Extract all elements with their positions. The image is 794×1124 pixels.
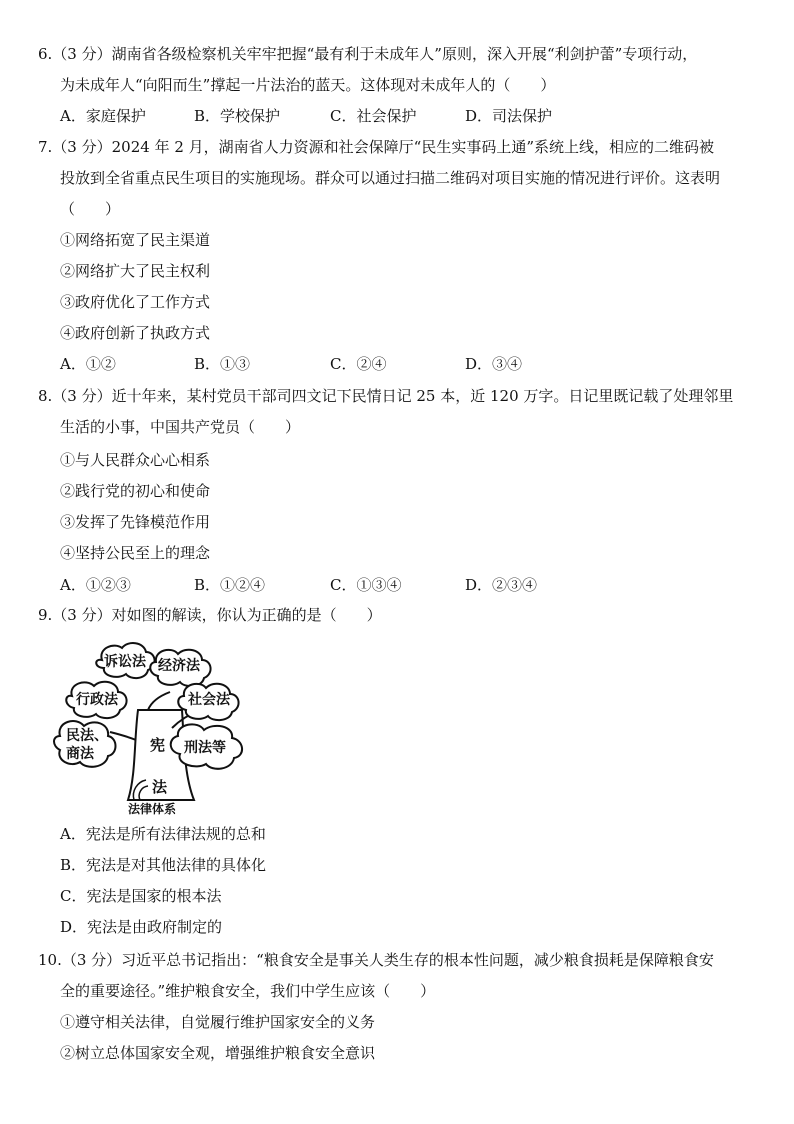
legal-system-tree-diagram: [52, 640, 262, 816]
cloud-label-economic-law: 经济法: [158, 658, 200, 674]
cloud-label-administrative-law: 行政法: [76, 692, 118, 708]
cloud-label-civil-law: 民法、: [66, 728, 108, 744]
cloud-label-litigation-law: 诉讼法: [104, 654, 146, 670]
q9-option-b[interactable]: B．宪法是对其他法律的具体化: [60, 856, 267, 874]
q6-option-b[interactable]: B．学校保护: [194, 107, 281, 125]
q8-option-b[interactable]: B．①②④: [194, 576, 266, 594]
q6-option-a[interactable]: A．家庭保护: [60, 107, 146, 125]
q7-stem-line-3: （ ）: [60, 200, 121, 218]
trunk-label-fa: 法: [152, 778, 168, 796]
q7-stem-line-2: 投放到全省重点民生项目的实施现场。群众可以通过扫描二维码对项目实施的情况进行评价。这表明: [60, 169, 721, 187]
q7-option-b[interactable]: B．①③: [194, 355, 251, 373]
q6-stem-line-2: 为未成年人“向阳而生”撑起一片法治的蓝天。这体现对未成年人的（ ）: [60, 76, 556, 94]
q7-option-c[interactable]: C．②④: [330, 355, 387, 373]
q8-option-c[interactable]: C．①③④: [330, 576, 402, 594]
q8-statement-4: ④坚持公民至上的理念: [60, 544, 211, 562]
q7-statement-1: ①网络拓宽了民主渠道: [60, 231, 211, 249]
q6-option-c[interactable]: C．社会保护: [330, 107, 417, 125]
q9-option-d[interactable]: D．宪法是由政府制定的: [60, 918, 223, 936]
q8-statement-1: ①与人民群众心心相系: [60, 451, 211, 469]
q7-statement-2: ②网络扩大了民主权利: [60, 262, 211, 280]
q10-statement-2: ②树立总体国家安全观，增强维护粮食安全意识: [60, 1044, 376, 1062]
q6-option-d[interactable]: D．司法保护: [465, 107, 553, 125]
q9-option-c[interactable]: C．宪法是国家的根本法: [60, 887, 222, 905]
q7-option-a[interactable]: A．①②: [60, 355, 116, 373]
q10-statement-1: ①遵守相关法律，自觉履行维护国家安全的义务: [60, 1013, 376, 1031]
trunk-label-xian: 宪: [150, 736, 166, 754]
q7-statement-4: ④政府创新了执政方式: [60, 324, 211, 342]
q9-stem-line-1: 9.（3 分）对如图的解读，你认为正确的是（ ）: [38, 606, 382, 624]
q6-stem-line-1: 6.（3 分）湖南省各级检察机关牢牢把握“最有利于未成年人”原则，深入开展“利剑护蕾”专项行动，: [38, 45, 698, 63]
q8-stem-line-2: 生活的小事，中国共产党员（ ）: [60, 418, 301, 436]
cloud-label-criminal-law: 刑法等: [184, 740, 226, 756]
q7-statement-3: ③政府优化了工作方式: [60, 293, 211, 311]
q8-option-d[interactable]: D．②③④: [465, 576, 538, 594]
q8-statement-2: ②践行党的初心和使命: [60, 482, 211, 500]
q7-option-d[interactable]: D．③④: [465, 355, 523, 373]
cloud-label-commercial-law: 商法: [66, 746, 94, 762]
tree-branch: [148, 692, 170, 710]
q9-option-a[interactable]: A．宪法是所有法律法规的总和: [60, 825, 266, 843]
q8-option-a[interactable]: A．①②③: [60, 576, 131, 594]
q8-stem-line-1: 8.（3 分）近十年来，某村党员干部司四文记下民情日记 25 本，近 120 万字。日记里既记载了处理邻里: [38, 387, 734, 405]
cloud-label-social-law: 社会法: [188, 692, 230, 708]
q8-statement-3: ③发挥了先锋模范作用: [60, 513, 211, 531]
q7-stem-line-1: 7.（3 分）2024 年 2 月，湖南省人力资源和社会保障厅“民生实事码上通”系统上线，相应的二维码被: [38, 138, 714, 156]
q10-stem-line-2: 全的重要途径。”维护粮食安全，我们中学生应该（ ）: [60, 982, 436, 1000]
q10-stem-line-1: 10.（3 分）习近平总书记指出：“粮食安全是事关人类生存的根本性问题，减少粮食损耗是保障粮食安: [38, 951, 714, 969]
diagram-caption: 法律体系: [128, 802, 177, 816]
